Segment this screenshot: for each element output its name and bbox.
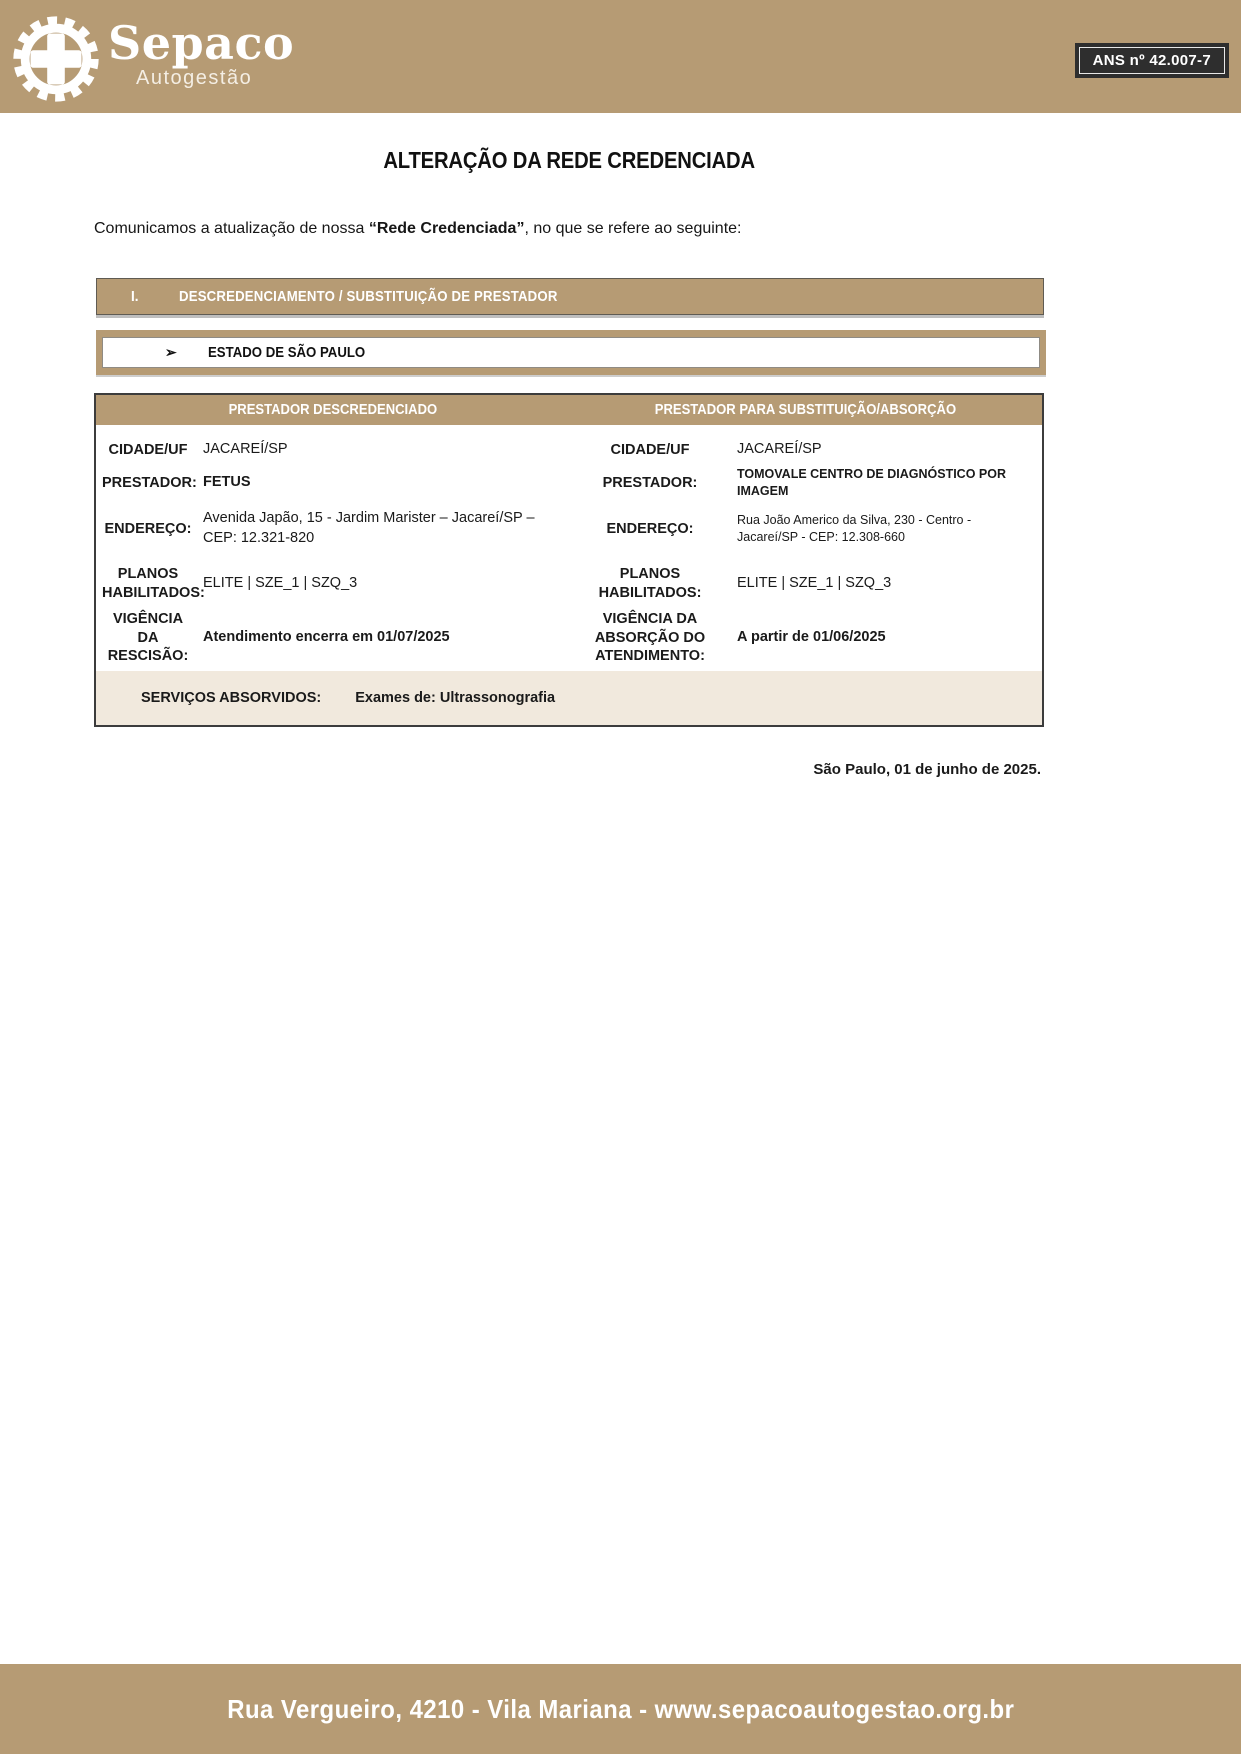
label-planos-right: PLANOS HABILITADOS: xyxy=(598,566,702,601)
intro-prefix: Comunicamos a atualização de nossa xyxy=(94,220,369,237)
provider-table-body xyxy=(96,425,1042,671)
page-footer xyxy=(0,1664,1241,1754)
label-endereco-right: ENDEREÇO: xyxy=(606,520,694,537)
intro-paragraph xyxy=(94,220,1241,238)
brand-logo xyxy=(12,11,294,103)
value-planos-left: ELITE | SZE_1 | SZQ_3 xyxy=(203,575,358,592)
value-cidade-left: JACAREÍ/SP xyxy=(203,441,288,458)
brand-name: Sepaco xyxy=(108,15,295,70)
value-endereco-left: Avenida Japão, 15 - Jardim Marister – Jacareí/SP – CEP: 12.321-820 xyxy=(203,510,535,546)
provider-table-header xyxy=(96,395,1042,425)
region-inner xyxy=(102,337,1040,368)
label-cidade-right: CIDADE/UF xyxy=(610,441,690,458)
label-vigencia-left: VIGÊNCIA DA RESCISÃO: xyxy=(107,610,189,665)
section-label: DESCREDENCIAMENTO / SUBSTITUIÇÃO DE PRESTADOR xyxy=(179,288,558,305)
value-cidade-right: JACAREÍ/SP xyxy=(737,441,822,458)
provider-table xyxy=(94,393,1044,727)
servicos-label: SERVIÇOS ABSORVIDOS: xyxy=(141,690,322,706)
label-planos-left: PLANOS HABILITADOS: xyxy=(102,566,205,601)
value-endereco-right: Rua João Americo da Silva, 230 - Centro - Jacareí/SP - CEP: 12.308-660 xyxy=(737,513,972,544)
column-header-descredenciado: PRESTADOR DESCREDENCIADO xyxy=(228,402,437,418)
brand-text-block xyxy=(108,15,295,90)
page-header xyxy=(0,0,1241,113)
brand-subtitle: Autogestão xyxy=(136,66,253,89)
value-prestador-left: FETUS xyxy=(203,474,251,491)
intro-highlight: “Rede Credenciada” xyxy=(368,220,525,237)
servicos-value: Exames de: Ultrassonografia xyxy=(355,690,556,706)
label-prestador-left: PRESTADOR: xyxy=(102,474,197,491)
value-prestador-right: TOMOVALE CENTRO DE DIAGNÓSTICO POR IMAGEM xyxy=(737,467,1006,498)
intro-suffix: , no que se refere ao seguinte: xyxy=(524,220,742,237)
servicos-absorvidos-row xyxy=(96,671,1042,725)
value-planos-right: ELITE | SZE_1 | SZQ_3 xyxy=(737,575,892,592)
gear-cross-icon xyxy=(12,15,100,103)
column-header-substituicao: PRESTADOR PARA SUBSTITUIÇÃO/ABSORÇÃO xyxy=(654,402,957,418)
footer-address-url: Rua Vergueiro, 4210 - Vila Mariana - www.sepacoautogestao.org.br xyxy=(226,1693,1015,1724)
section-number: I. xyxy=(131,288,139,305)
value-vigencia-right: A partir de 01/06/2025 xyxy=(737,629,886,646)
region-frame xyxy=(96,330,1046,375)
region-label: ESTADO DE SÃO PAULO xyxy=(207,344,365,361)
ans-registration-badge: ANS nº 42.007-7 xyxy=(1079,47,1225,74)
label-vigencia-right: VIGÊNCIA DA ABSORÇÃO DO ATENDIMENTO: xyxy=(594,610,706,665)
label-endereco-left: ENDEREÇO: xyxy=(104,520,192,537)
date-line: São Paulo, 01 de junho de 2025. xyxy=(813,761,1041,778)
arrow-bullet-icon: ➢ xyxy=(165,344,177,360)
label-prestador-right: PRESTADOR: xyxy=(602,474,698,491)
section-header-bar xyxy=(96,278,1044,315)
page-title: ALTERAÇÃO DA REDE CREDENCIADA xyxy=(383,147,755,173)
label-cidade-left: CIDADE/UF xyxy=(108,441,188,458)
value-vigencia-left: Atendimento encerra em 01/07/2025 xyxy=(203,629,450,646)
